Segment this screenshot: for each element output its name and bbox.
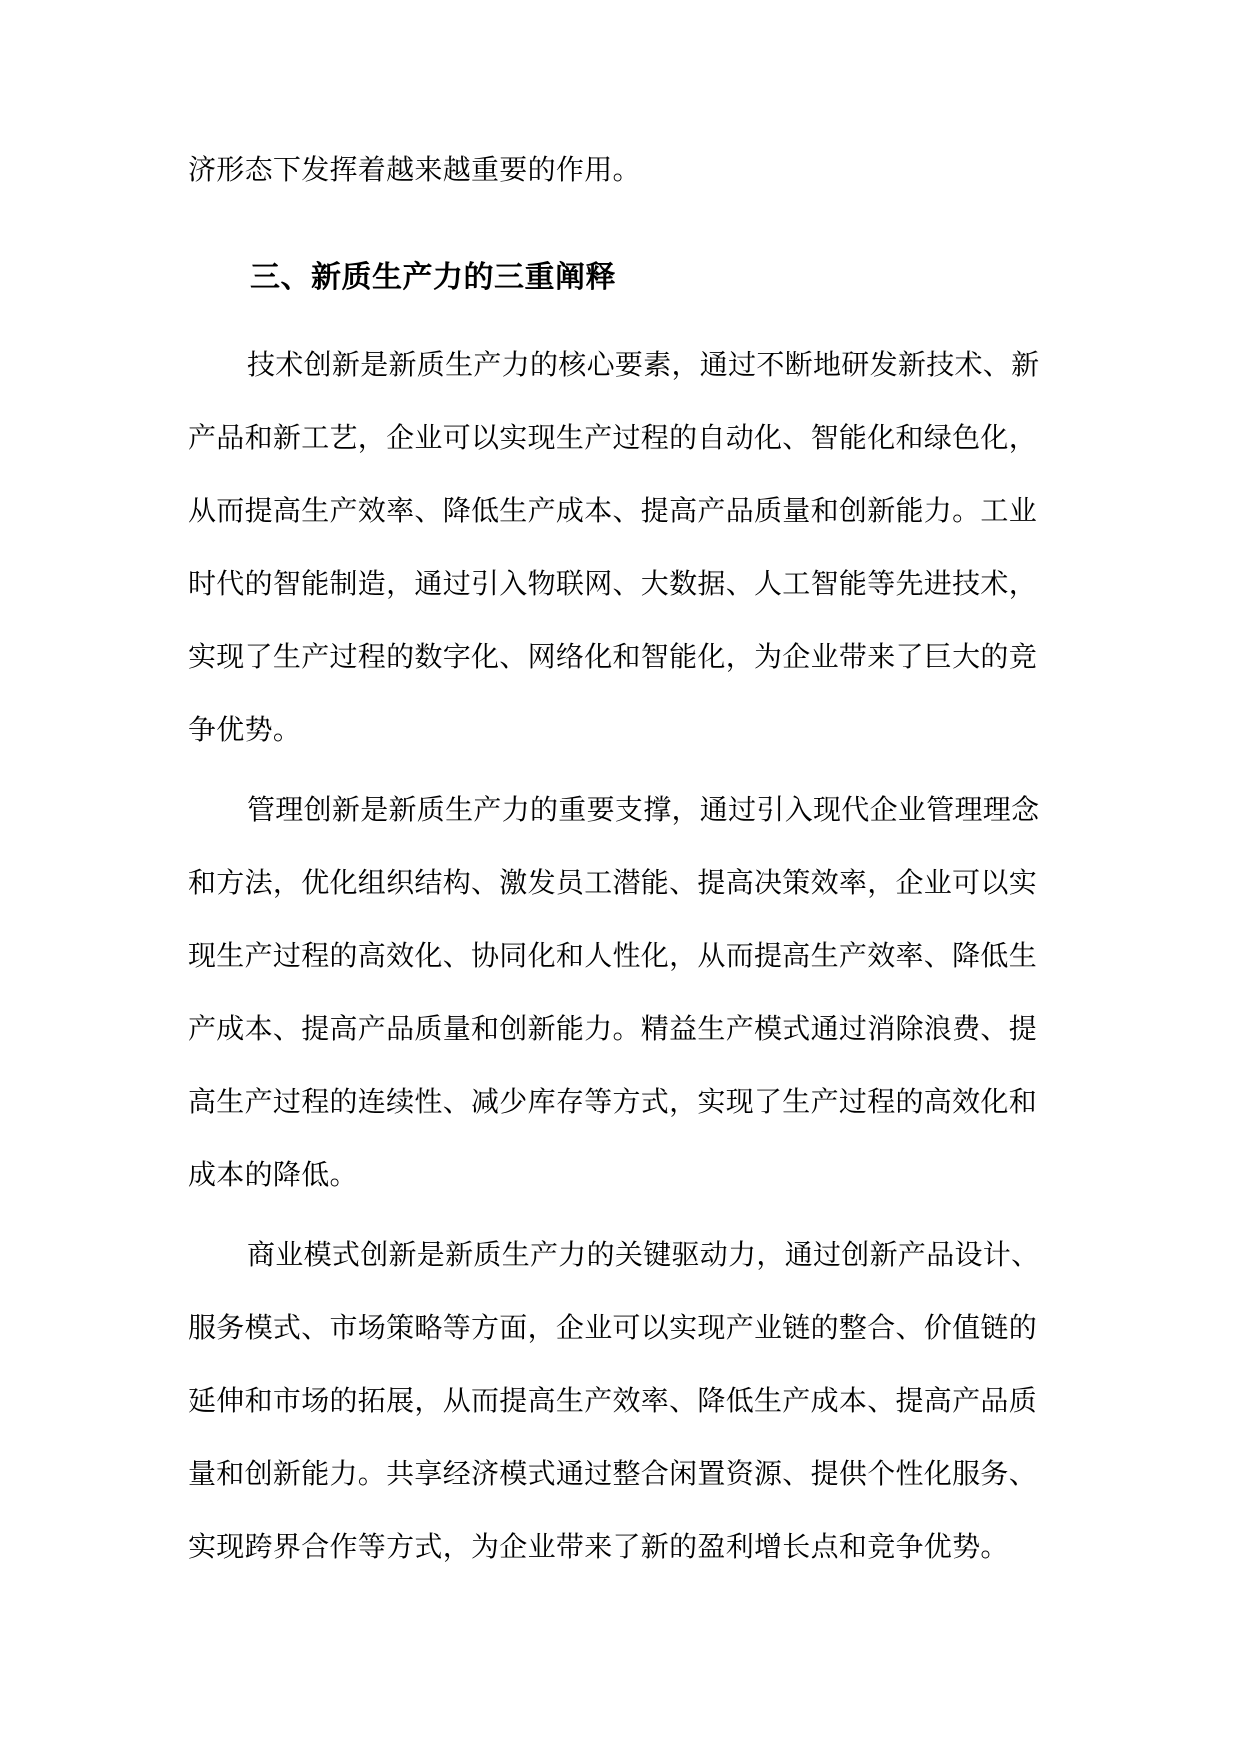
paragraph-1-line-1: 技术创新是新质生产力的核心要素，通过不断地研发新技术、新: [247, 348, 1040, 381]
section-heading: 三、新质生产力的三重阐释: [250, 260, 616, 295]
paragraph-3-line-5: 实现跨界合作等方式，为企业带来了新的盈利增长点和竞争优势。: [188, 1530, 1009, 1563]
paragraph-2-line-6: 成本的降低。: [188, 1158, 358, 1191]
intro-line-1: 济形态下发挥着越来越重要的作用。: [188, 153, 641, 186]
paragraph-1-line-3: 从而提高生产效率、降低生产成本、提高产品质量和创新能力。工业: [188, 494, 1038, 527]
paragraph-1-line-4: 时代的智能制造，通过引入物联网、大数据、人工智能等先进技术，: [188, 567, 1038, 600]
paragraph-2-line-2: 和方法，优化组织结构、激发员工潜能、提高决策效率，企业可以实: [188, 866, 1038, 899]
paragraph-3-line-1: 商业模式创新是新质生产力的关键驱动力，通过创新产品设计、: [247, 1238, 1040, 1271]
paragraph-3-line-4: 量和创新能力。共享经济模式通过整合闲置资源、提供个性化服务、: [188, 1457, 1038, 1490]
paragraph-2-line-1: 管理创新是新质生产力的重要支撑，通过引入现代企业管理理念: [247, 793, 1040, 826]
paragraph-2-line-5: 高生产过程的连续性、减少库存等方式，实现了生产过程的高效化和: [188, 1085, 1038, 1118]
paragraph-3-line-3: 延伸和市场的拓展，从而提高生产效率、降低生产成本、提高产品质: [188, 1384, 1038, 1417]
paragraph-3-line-2: 服务模式、市场策略等方面，企业可以实现产业链的整合、价值链的: [188, 1311, 1038, 1344]
paragraph-1-line-2: 产品和新工艺，企业可以实现生产过程的自动化、智能化和绿色化，: [188, 421, 1038, 454]
paragraph-1-line-5: 实现了生产过程的数字化、网络化和智能化，为企业带来了巨大的竞: [188, 640, 1038, 673]
paragraph-2-line-3: 现生产过程的高效化、协同化和人性化，从而提高生产效率、降低生: [188, 939, 1038, 972]
paragraph-1-line-6: 争优势。: [188, 713, 302, 746]
paragraph-2-line-4: 产成本、提高产品质量和创新能力。精益生产模式通过消除浪费、提: [188, 1012, 1038, 1045]
